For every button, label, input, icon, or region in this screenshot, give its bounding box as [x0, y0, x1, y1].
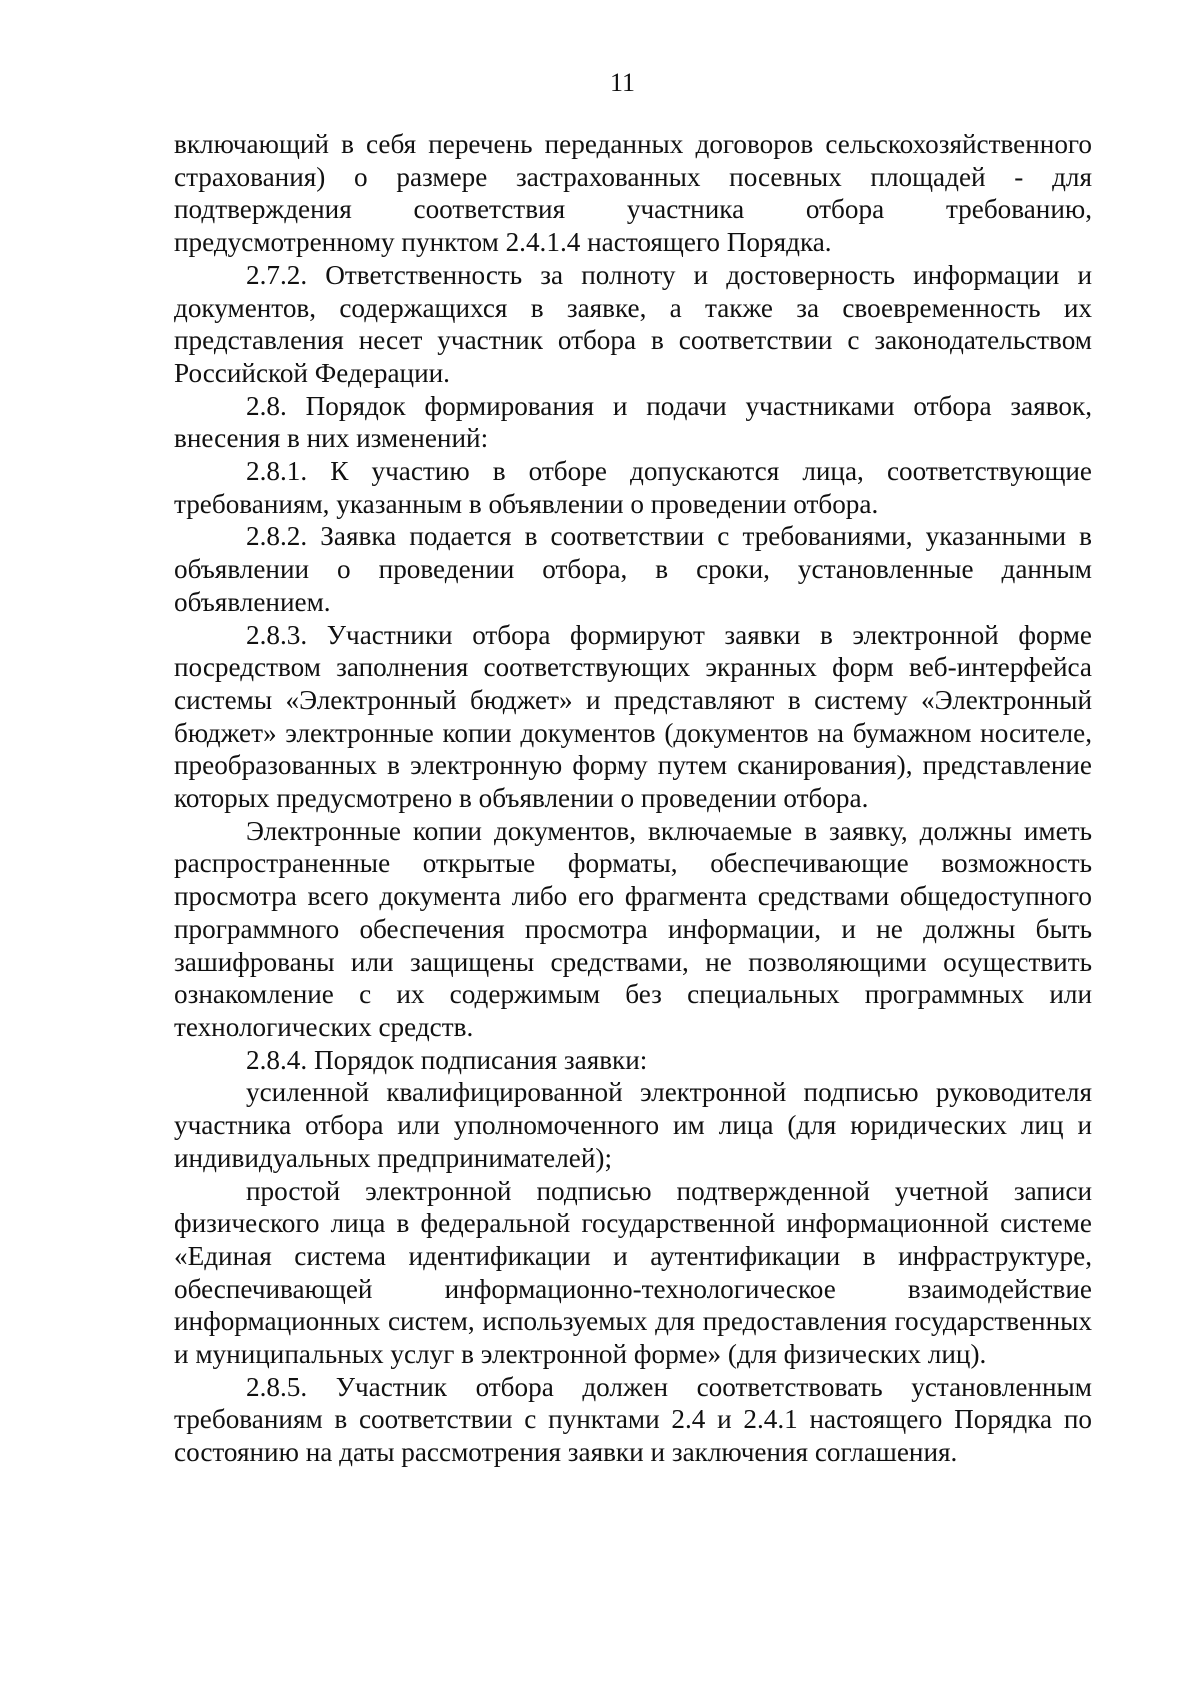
- paragraph-electronic-copies: Электронные копии документов, включаемые в заявку, должны иметь распространенные открытые форматы, обеспечивающие возможность просмотра всего документа либо его фрагмента средствами общедоступного программного обеспечения просмотра информации, и не должны быть зашифрованы или защищены средствами, не позволяющими осуществить ознакомление с их содержимым без специальных программных или технологических средств.: [174, 815, 1092, 1042]
- paragraph-2-7-2: 2.7.2. Ответственность за полноту и достоверность информации и документов, содержащихся в заявке, а также за своевременность их представления несет участник отбора в соответствии с законодательством Российской Федерации.: [174, 259, 1092, 388]
- paragraph-2-8: 2.8. Порядок формирования и подачи участниками отбора заявок, внесения в них изменений:: [174, 390, 1092, 454]
- paragraph-qualified-signature: усиленной квалифицированной электронной подписью руководителя участника отбора или уполномоченного им лица (для юридических лиц и индивидуальных предпринимателей);: [174, 1077, 1092, 1173]
- page-number: 11: [609, 68, 636, 97]
- paragraph-continuation-insurance: включающий в себя перечень переданных договоров сельскохозяйственного страхования) о размере застрахованных посевных площадей - для подтверждения соответствия участника отбора требованию, предусмотренному пунктом 2.4.1.4 настоящего Порядка.: [174, 129, 1092, 258]
- document-body: [174, 128, 1092, 1469]
- paragraph-2-8-1: 2.8.1. К участию в отборе допускаются лица, соответствующие требованиям, указанным в объявлении о проведении отбора.: [174, 456, 1092, 519]
- paragraph-2-8-3: 2.8.3. Участники отбора формируют заявки в электронной форме посредством заполнения соответствующих экранных форм веб-интерфейса системы «Электронный бюджет» и представляют в систему «Электронный бюджет» электронные копии документов (документов на бумажном носителе, преобразованных в электронную форму путем сканирования), представление которых предусмотрено в объявлении о проведении отбора.: [174, 619, 1092, 814]
- paragraph-2-8-5: 2.8.5. Участник отбора должен соответствовать установленным требованиям в соответствии с пунктами 2.4 и 2.4.1 настоящего Порядка по состоянию на даты рассмотрения заявки и заключения соглашения.: [174, 1371, 1092, 1468]
- paragraph-2-8-2: 2.8.2. Заявка подается в соответствии с требованиями, указанными в объявлении о проведении отбора, в сроки, установленные данным объявлением.: [174, 521, 1092, 617]
- paragraph-2-8-4: 2.8.4. Порядок подписания заявки:: [246, 1044, 648, 1075]
- paragraph-simple-signature: простой электронной подписью подтвержденной учетной записи физического лица в федеральной государственной информационной системе «Единая система идентификации и аутентификации в инфраструктуре, обеспечивающей информационно-технологическое взаимодействие информационных систем, используемых для предоставления государственных и муниципальных услуг в электронной форме» (для физических лиц).: [174, 1175, 1092, 1370]
